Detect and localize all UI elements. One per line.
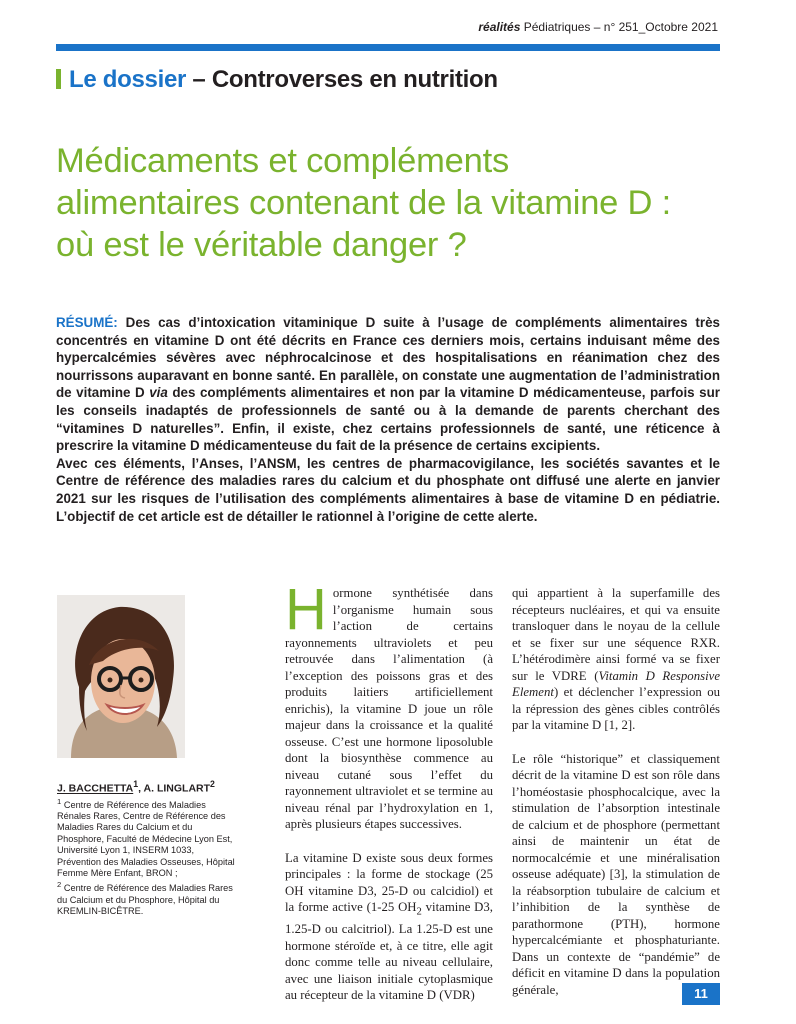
author-names xyxy=(57,778,237,796)
drop-cap: H xyxy=(285,577,327,642)
body-column-2 xyxy=(512,585,720,1015)
body-text: ) et déclencher l’expression ou la répression des gènes cibles contrôlés par la vitamine D [1, 2]. xyxy=(512,685,720,732)
body-text: qui appartient à la superfamille des récepteurs nucléaires, et qui va ensuite transloquer dans le noyau de la cellule et se fixer sur une séquence RXR. L’hétérodimère ainsi formé va se fixer sur le VDRE ( xyxy=(512,586,720,683)
author-affiliation-marker: 2 xyxy=(210,779,215,789)
affiliation-number: 1 xyxy=(57,796,62,806)
body-italic: Vitamin D Responsive Element xyxy=(512,668,720,699)
body-text: La vitamine D existe sous deux formes principales : la forme de stockage (25 OH vitamine D3, 25-D ou calcidiol) et la forme active (1-25 OH xyxy=(285,850,493,914)
affiliation xyxy=(57,796,237,880)
title-line: Médicaments et compléments xyxy=(56,142,510,180)
affiliation xyxy=(57,879,237,917)
author-photo xyxy=(57,595,185,758)
article-title xyxy=(56,140,746,266)
section-separator: – xyxy=(186,66,212,93)
page-number: 11 xyxy=(682,983,720,1005)
affiliation-text: Centre de Référence des Maladies Rénales Rares, Centre de Référence des Maladies Rares du Calcium et du Phosphore, Faculté de Médecine Lyon Est, Université Lyon 1, INSERM 1033, Prévention des Maladies Osseuses, Hôpital Femme Mère Enfant, BRON ; xyxy=(57,799,235,878)
abstract-paragraph: Avec ces éléments, l’Anses, l’ANSM, les centres de pharmacovigilance, les sociétés savantes et le Centre de référence des maladies rares du calcium et du phosphate ont diffusé une alerte en janvier 2021 sur les risques de l’utilisation des compléments alimentaires à base de vitamine D en pédiatrie. L’objectif de cet article est de détailler le rationnel à l’origine de cette alerte. xyxy=(56,455,720,524)
author-name: J. BACCHETTA xyxy=(57,782,134,795)
running-head xyxy=(478,20,718,34)
abstract-italic: via xyxy=(149,385,168,401)
section-topic: Controverses en nutrition xyxy=(211,66,498,93)
issue-info: Pédiatriques – n° 251_Octobre 2021 xyxy=(520,20,718,34)
section-heading xyxy=(56,66,498,94)
body-paragraph: Le rôle “historique” et classiquement décrit de la vitamine D est son rôle dans l’homéostasie phosphocalcique, avec la stimulation de l’absorption intestinale de calcium et de phosphore (permettant ainsi de maintenir un état de normocalcémie et une minéralisation osseuse adéquate) [3], la stimulation de la réabsorption tubulaire de calcium et l’inhibition de la synthèse de parathormone (PTH), hormone hypercalcémiante et phosphaturiante. Dans un contexte de “pandémie” de déficit en vitamine D dans la population générale, xyxy=(512,751,720,997)
abstract-text: Des cas d’intoxication vitaminique D suite à l’usage de compléments alimentaires très concentrés en vitamine D ont été décrits en France ces derniers mois, certains induisant même des hypercalcémies sévères avec néphrocalcinose et des hospitalisations en réanimation chez des nourrissons auparavant en bonne santé. En parallèle, on constate une augmentation de l’administration de vitamine D xyxy=(56,315,720,401)
header-rule xyxy=(56,44,720,51)
body-paragraph xyxy=(285,850,493,1004)
abstract-label: RÉSUMÉ: xyxy=(56,315,118,330)
affiliation-text: Centre de Référence des Maladies Rares du Calcium et du Phosphore, Hôpital du KREMLIN-BICÊTRE. xyxy=(57,883,233,917)
body-text: ormone synthétisée dans l’organisme humain sous l’action de certains rayonnements ultraviolets et peu retrouvée dans l’alimentation (à l’exception des poissons gras et des produits laitiers artificiellement enrichis), la vitamine D joue un rôle majeur dans la croissance et la qualité osseuse. C’est une hormone liposoluble dont la biosynthèse commence au niveau cutané sous l’effet du rayonnement ultraviolet et se termine au niveau rénal par l’hydroxylation en 1, après plusieurs étapes successives. xyxy=(285,586,493,831)
affiliation-number: 2 xyxy=(57,880,62,890)
subscript: 2 xyxy=(416,906,422,918)
author-block xyxy=(57,778,237,918)
body-paragraph xyxy=(512,585,720,734)
section-marker xyxy=(56,69,61,89)
section-name: Le dossier xyxy=(69,66,187,93)
author-name: , A. LINGLART xyxy=(138,782,211,795)
title-line: où est le véritable danger ? xyxy=(56,226,467,264)
abstract xyxy=(56,314,720,525)
abstract-text: des compléments alimentaires et non par la vitamine D médicamenteuse, parfois sur les conseils inadaptés de professionnels de santé ou à la demande de parents cherchant des “vitamines D naturelles”. Enfin, il existe, chez certains professionnels de santé, une réticence à prescrire la vitamine D médicamenteuse du fait de la présence de certains excipients. xyxy=(56,385,720,454)
journal-name: réalités xyxy=(478,20,521,34)
abstract-paragraph xyxy=(56,314,720,455)
title-line: alimentaires contenant de la vitamine D : xyxy=(56,184,672,222)
body-text: vitamine D3, 1.25-D ou calcitriol). La 1.25-D est une hormone stéroïde et, à ce titre, elle agit donc comme telle au niveau cellulaire, avec une liaison initiale cytoplasmique au récepteur de la vitamine D (VDR) xyxy=(285,900,493,1003)
body-column-1 xyxy=(285,577,493,1021)
author-portrait-image xyxy=(57,595,185,758)
author-affiliation-marker: 1 xyxy=(133,779,139,789)
body-paragraph xyxy=(285,577,493,833)
